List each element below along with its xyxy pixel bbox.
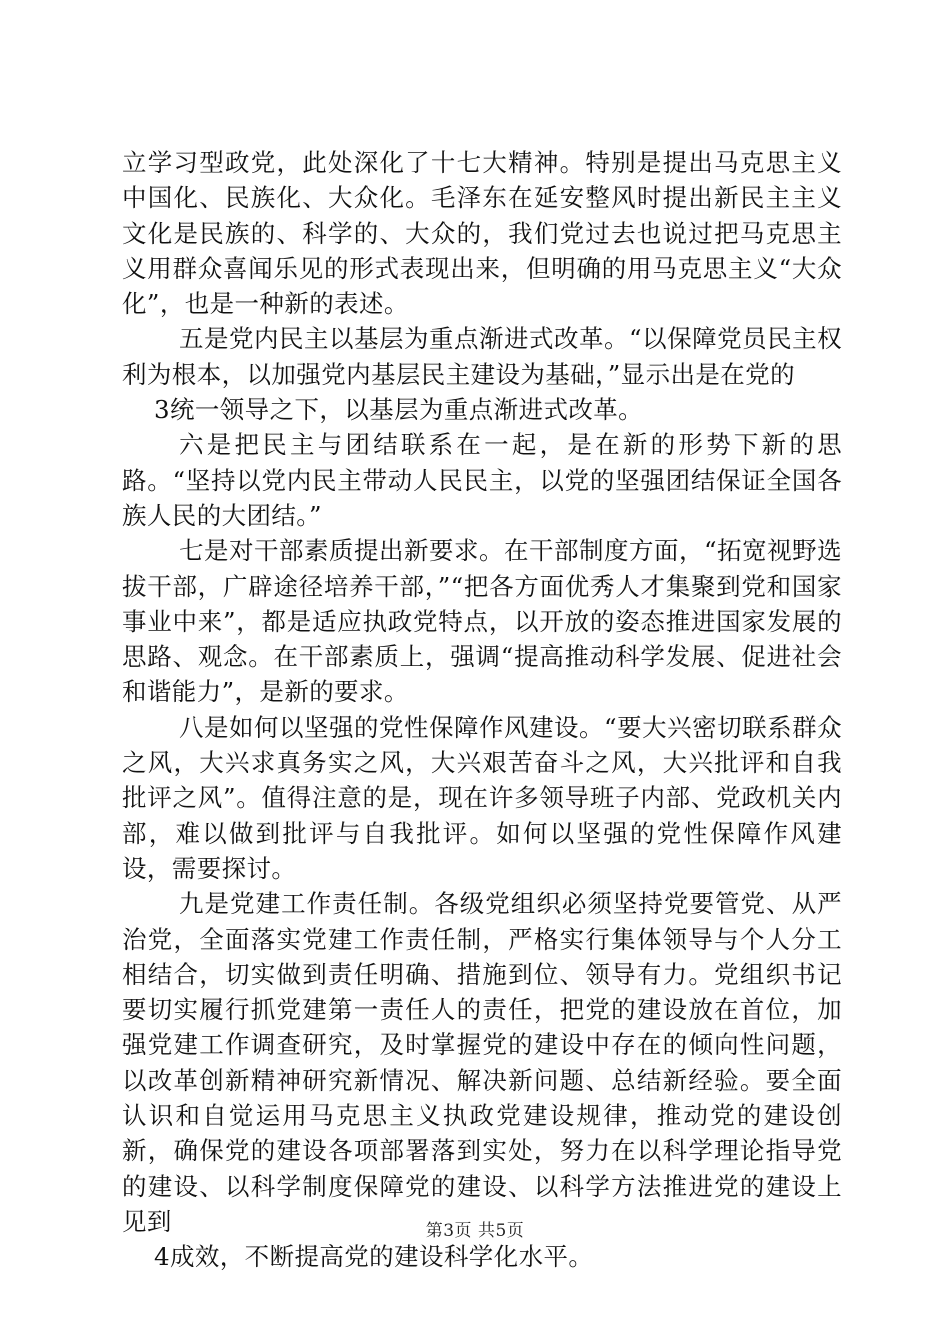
paragraph-point-six: 六是把民主与团结联系在一起，是在新的形势下新的思路。“坚持以党内民主带动人民民主，以党的坚强团结保证全国各族人民的大团结。” — [122, 430, 842, 530]
paragraph-page-break-continuation-2: 4成效，不断提高党的建设科学化水平。 — [154, 1242, 594, 1272]
paragraph-point-nine: 九是党建工作责任制。各级党组织必须坚持党要管党、从严治党，全面落实党建工作责任制，严格实行集体领导与个人分工相结合，切实做到责任明确、措施到位、领导有力。党组织书记要切实履行抓党建第一责任人的责任，把党的建设放在首位，加强党建工作调查研究，及时掌握党的建设中存在的倾向性问题，以改革创新精神研究新情况、解决新问题、总结新经验。要全面认识和自觉运用马克思主义执政党建设规律，推动党的建设创新，确保党的建设各项部署落到实处，努力在以科学理论指导党的建设、以科学制度保障党的建设、以科学方法推进党的建设上见到 — [122, 889, 842, 1236]
page-footer: 第3页 共5页 — [425, 1221, 525, 1241]
document-body — [122, 145, 842, 1275]
paragraph-page-break-continuation: 3统一领导之下，以基层为重点渐进式改革。 — [154, 395, 644, 425]
paragraph-point-seven: 七是对干部素质提出新要求。在干部制度方面，“拓宽视野选拔干部，广辟途径培养干部，”“把各方面优秀人才集聚到党和国家事业中来”，都是适应执政党特点，以开放的姿态推进国家发展的思路、观念。在干部素质上，强调“提高推动科学发展、促进社会和谐能力”，是新的要求。 — [122, 536, 842, 707]
paragraph-point-eight: 八是如何以坚强的党性保障作风建设。“要大兴密切联系群众之风，大兴求真务实之风，大兴艰苦奋斗之风，大兴批评和自我批评之风”。值得注意的是，现在许多领导班子内部、党政机关内部，难以做到批评与自我批评。如何以坚强的党性保障作风建设，需要探讨。 — [122, 712, 842, 883]
paragraph-point-five: 五是党内民主以基层为重点渐进式改革。“以保障党员民主权利为根本，以加强党内基层民主建设为基础，”显示出是在党的 — [122, 324, 842, 389]
paragraph-continued: 立学习型政党，此处深化了十七大精神。特别是提出马克思主义中国化、民族化、大众化。毛泽东在延安整风时提出新民主主义文化是民族的、科学的、大众的，我们党过去也说过把马克思主义用群众喜闻乐见的形式表现出来，但明确的用马克思主义“大众化”，也是一种新的表述。 — [122, 148, 842, 319]
